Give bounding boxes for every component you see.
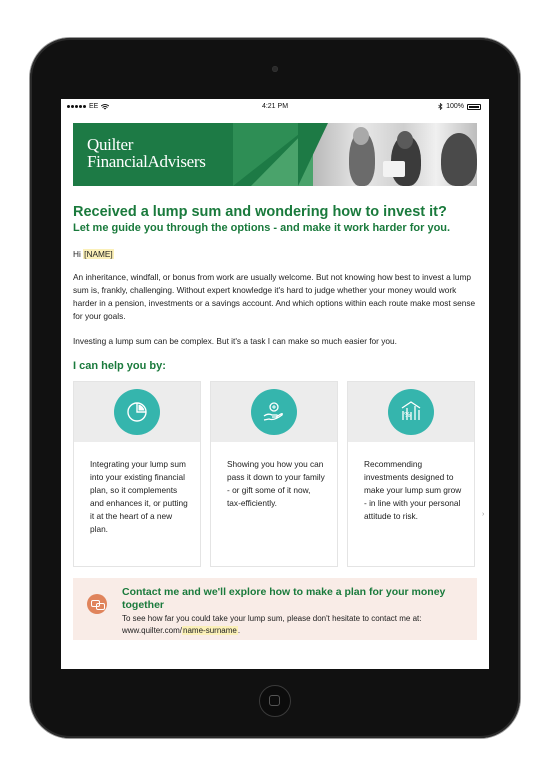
- hand-coins-icon: [251, 389, 297, 435]
- contact-body: To see how far you could take your lump sum, please don't hesitate to contact me at: www.quilter.com/name-surname.: [122, 614, 422, 635]
- name-placeholder: [NAME]: [84, 249, 113, 259]
- pie-chart-icon: [114, 389, 160, 435]
- header-banner: [73, 123, 477, 186]
- card-text: Integrating your lump sum into your existing financial plan, so it complements and enhances it, or putting it at the heart of a new plan.: [90, 459, 188, 534]
- bluetooth-icon: [438, 103, 443, 110]
- service-card: [73, 381, 201, 567]
- screen: [61, 99, 489, 669]
- card-text: Recommending investments designed to make your lump sum grow - in line with your personal attitude to risk.: [364, 459, 462, 521]
- complexity-paragraph: Investing a lump sum can be complex. But it's a task I can make so much easier for you.: [73, 336, 397, 346]
- svg-text:%: %: [404, 411, 411, 419]
- home-button[interactable]: [259, 685, 291, 717]
- intro-paragraph: An inheritance, windfall, or bonus from work are usually welcome. But not knowing how best to invest a lump sum is, frankly, challenging. Without expert knowledge it's hard to judge whether your money would work harder in a pension, investments or a savings account. And which options within each route make most sense for your goals.: [73, 272, 476, 321]
- contact-box: [73, 578, 477, 640]
- status-bar: [61, 99, 489, 115]
- growth-percent-icon: [388, 389, 434, 435]
- camera-icon: [272, 66, 278, 72]
- carrier-label: EE: [89, 103, 99, 110]
- card-text: Showing you how you can pass it down to your family - or gift some of it now, tax-efficiently.: [227, 459, 325, 508]
- quilter-logo: Quilter FinancialAdvisers: [87, 135, 206, 171]
- service-card: [210, 381, 338, 567]
- contact-url[interactable]: www.quilter.com/name-surname.: [122, 626, 241, 635]
- email-subheadline: Let me guide you through the options - and make it work harder for you.: [73, 222, 451, 234]
- help-heading: I can help you by:: [73, 360, 166, 372]
- contact-heading: Contact me and we'll explore how to make a plan for your money together: [122, 586, 446, 611]
- chevron-right-icon: ›: [482, 511, 485, 518]
- email-body: [73, 123, 477, 640]
- greeting: Hi [NAME]: [73, 249, 113, 259]
- chat-icon: [87, 594, 107, 614]
- battery-icon: [467, 104, 481, 110]
- battery-percent: 100%: [446, 103, 464, 110]
- email-headline: Received a lump sum and wondering how to invest it?: [73, 204, 447, 220]
- clock-time: 4:21 PM: [261, 103, 289, 110]
- service-cards: [73, 381, 477, 567]
- service-card: [347, 381, 475, 567]
- banner-photo: [313, 123, 477, 186]
